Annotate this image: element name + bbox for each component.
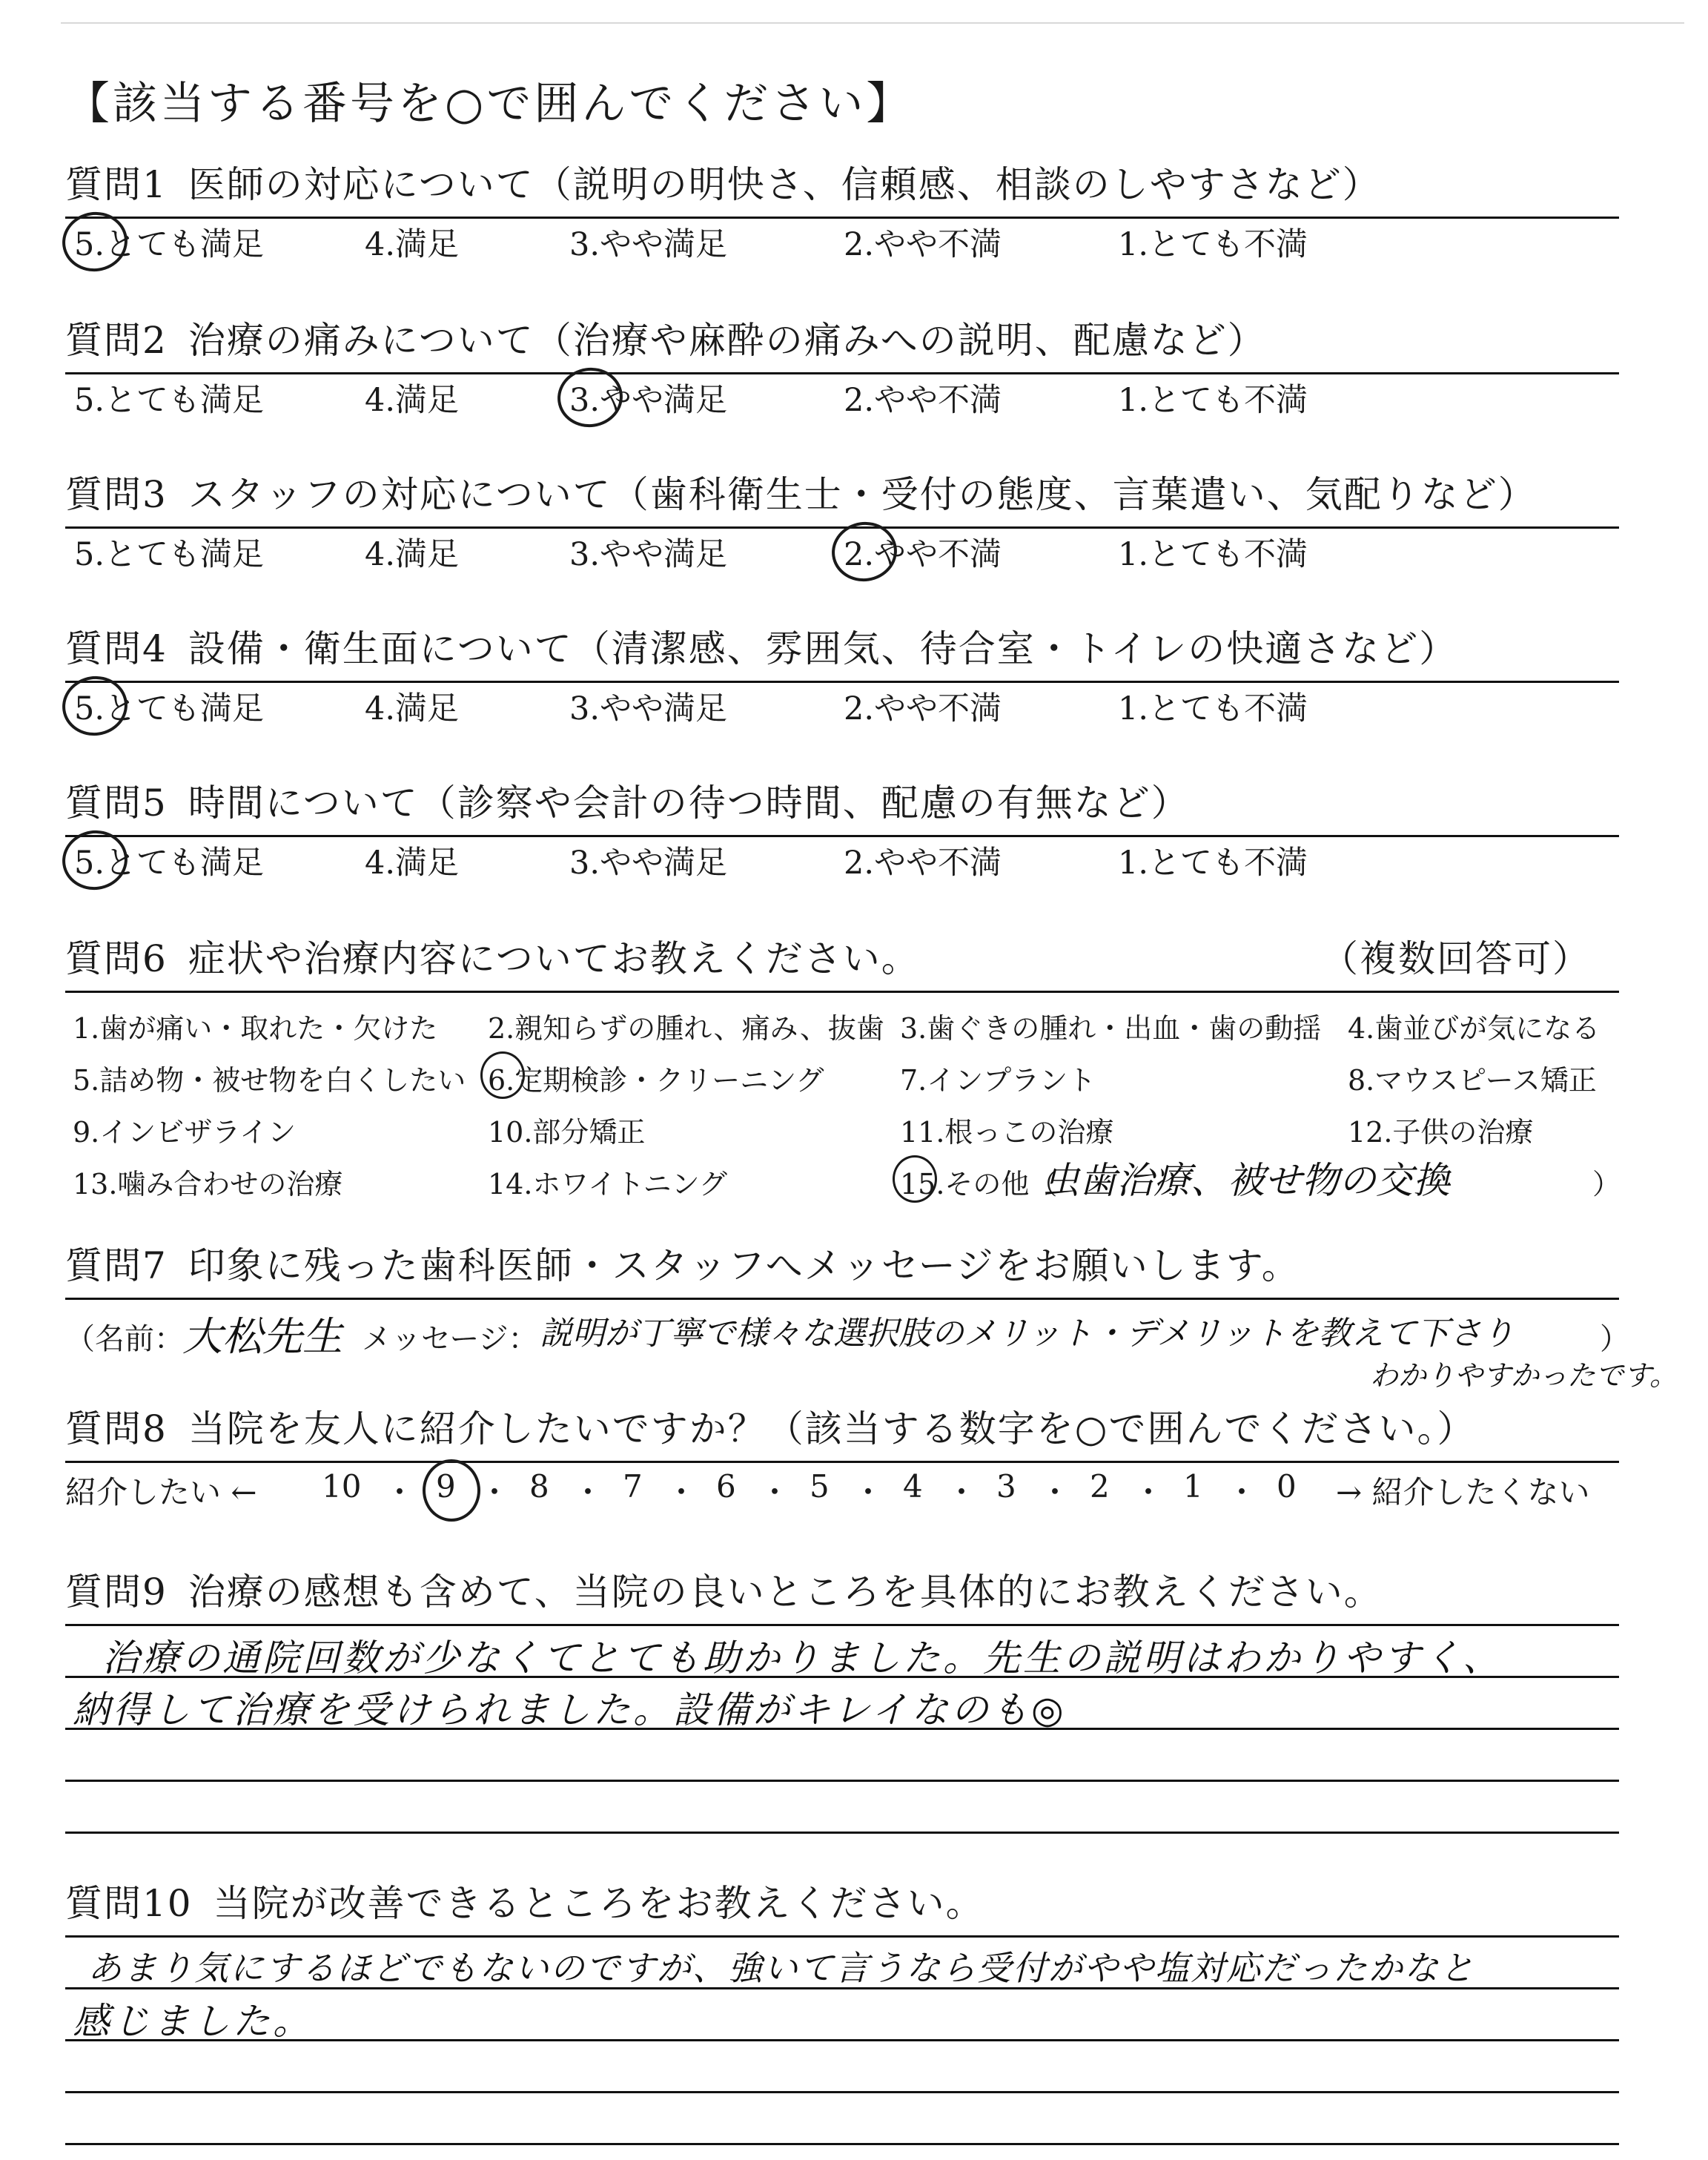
option-2[interactable]: 2.やや不満: [844, 845, 1002, 882]
scale-dot: ・: [384, 1474, 416, 1510]
scale-number[interactable]: 8: [529, 1468, 549, 1505]
question-label: 質問5: [65, 782, 168, 825]
symptom-option[interactable]: 5.詰め物・被せ物を白くしたい: [73, 1064, 466, 1097]
symptom-option-selected[interactable]: 6.定期検診・クリーニング: [488, 1057, 824, 1098]
scale-right-label: → 紹介したくない: [1336, 1474, 1590, 1510]
symptom-option[interactable]: 12.子供の治療: [1348, 1116, 1534, 1149]
scale-dot: ・: [666, 1474, 698, 1510]
question-text: 当院を友人に紹介したいですか？（該当する数字を○で囲んでください。）: [188, 1407, 1476, 1450]
symptom-option[interactable]: 8.マウスピース矯正: [1348, 1064, 1597, 1097]
question-6: [65, 937, 1621, 1202]
question-1: [65, 163, 1619, 263]
option-5[interactable]: 5.とても満足: [74, 382, 265, 419]
question-text: 治療の痛みについて（治療や麻酔の痛みへの説明、配慮など）: [188, 319, 1266, 362]
scale-dot: ・: [759, 1474, 791, 1510]
option-4[interactable]: 4.満足: [365, 382, 460, 419]
option-2-selected[interactable]: 2.やや不満: [844, 529, 1002, 575]
option-4[interactable]: 4.満足: [365, 690, 460, 727]
question-7: [65, 1244, 1678, 1392]
question-label: 質問9: [65, 1571, 168, 1614]
symptom-option[interactable]: 13.噛み合わせの治療: [73, 1168, 343, 1200]
rule: [65, 1935, 1619, 1938]
question-text: 症状や治療内容についてお教えください。: [188, 937, 920, 980]
question-10: [65, 1882, 1619, 2043]
option-1[interactable]: 1.とても不満: [1118, 382, 1308, 419]
scale-number[interactable]: 7: [623, 1468, 643, 1505]
scale-dot: ・: [1226, 1474, 1258, 1510]
message-handwritten-continued: わかりやすかったです。: [1370, 1359, 1678, 1392]
symptom-option[interactable]: 4.歯並びが気になる: [1348, 1012, 1601, 1045]
scale-number[interactable]: 2: [1090, 1468, 1110, 1505]
scale-dot: ・: [946, 1474, 978, 1510]
option-5-selected[interactable]: 5.とても満足: [74, 684, 264, 729]
scale-left-label: 紹介したい ←: [65, 1474, 257, 1510]
option-3[interactable]: 3.やや満足: [569, 536, 728, 573]
option-2[interactable]: 2.やや不満: [844, 690, 1002, 727]
symptom-option[interactable]: 2.親知らずの腫れ、痛み、抜歯: [488, 1012, 884, 1045]
option-5-selected[interactable]: 5.とても満足: [74, 838, 264, 883]
scale-dot: ・: [1133, 1474, 1165, 1510]
option-3[interactable]: 3.やや満足: [569, 690, 728, 727]
writing-line: [65, 2039, 1619, 2041]
question-label: 質問1: [65, 163, 168, 206]
rule: [65, 1624, 1619, 1626]
rating-options: [65, 375, 1619, 427]
option-4[interactable]: 4.満足: [365, 536, 460, 573]
rule: [65, 217, 1619, 219]
question-text: 治療の感想も含めて、当院の良いところを具体的にお教えください。: [188, 1571, 1383, 1614]
message-close-paren: ）: [1600, 1322, 1629, 1356]
symptom-option[interactable]: 9.インビザライン: [73, 1116, 297, 1149]
name-handwritten: 大松先生: [182, 1313, 342, 1360]
rule: [65, 372, 1619, 374]
rating-options: [65, 684, 1619, 736]
other-handwritten-answer: 虫歯治療、被せ物の交換: [1042, 1159, 1450, 1202]
rule: [65, 1461, 1619, 1463]
option-3[interactable]: 3.やや満足: [569, 845, 728, 882]
rating-options: [65, 529, 1619, 581]
scale-dot: ・: [479, 1474, 511, 1510]
multiple-answer-note: （複数回答可）: [1321, 937, 1591, 980]
rule: [65, 835, 1619, 837]
symptom-option[interactable]: 1.歯が痛い・取れた・欠けた: [73, 1012, 438, 1045]
question-9: [65, 1571, 1619, 1731]
question-3: [65, 473, 1619, 573]
rule: [65, 526, 1619, 529]
question-4: [65, 627, 1619, 727]
message-handwritten: 説明が丁寧で様々な選択肢のメリット・デメリットを教えて下さり: [540, 1315, 1515, 1353]
symptom-option-other-selected[interactable]: 15.その他（: [900, 1161, 1057, 1202]
writing-line: [65, 2091, 1619, 2093]
top-rule: [61, 22, 1684, 24]
name-label: （名前：: [65, 1322, 184, 1356]
symptom-option[interactable]: 3.歯ぐきの腫れ・出血・歯の動揺: [900, 1012, 1322, 1045]
scale-number[interactable]: 1: [1183, 1468, 1203, 1505]
question-label: 質問2: [65, 319, 168, 362]
rule: [65, 1298, 1619, 1300]
scale-number[interactable]: 4: [903, 1468, 923, 1505]
option-1[interactable]: 1.とても不満: [1118, 536, 1308, 573]
option-1[interactable]: 1.とても不満: [1118, 845, 1308, 882]
option-2[interactable]: 2.やや不満: [844, 382, 1002, 419]
option-3[interactable]: 3.やや満足: [569, 226, 728, 263]
question-8: [65, 1407, 1619, 1510]
scale-number[interactable]: 5: [810, 1468, 830, 1505]
question-label: 質問6: [65, 937, 168, 980]
scale-number[interactable]: 10: [322, 1468, 362, 1505]
scale-number-selected[interactable]: 9: [436, 1468, 456, 1505]
writing-line: [65, 2143, 1619, 2145]
question-label: 質問8: [65, 1407, 168, 1450]
answer-line-1: あまり気にするほどでもないのですが、強いて言うなら受付がやや塩対応だったかなと: [87, 1948, 1475, 1988]
question-text: 医師の対応について（説明の明快さ、信頼感、相談のしやすさなど）: [188, 163, 1381, 206]
question-text: スタッフの対応について（歯科衛生士・受付の態度、言葉遣い、気配りなど）: [188, 473, 1537, 516]
scale-dot: ・: [1039, 1474, 1071, 1510]
option-1[interactable]: 1.とても不満: [1118, 226, 1308, 263]
option-2[interactable]: 2.やや不満: [844, 226, 1002, 263]
writing-line: [65, 1780, 1619, 1782]
option-4[interactable]: 4.満足: [365, 845, 460, 882]
rating-options: [65, 838, 1619, 890]
option-4[interactable]: 4.満足: [365, 226, 460, 263]
option-3-selected[interactable]: 3.やや満足: [569, 375, 727, 420]
scale-number[interactable]: 3: [996, 1468, 1016, 1505]
question-label: 質問7: [65, 1244, 168, 1287]
message-label: メッセージ：: [362, 1322, 538, 1356]
scale-number[interactable]: 0: [1277, 1468, 1297, 1505]
question-text: 時間について（診察や会計の待つ時間、配慮の有無など）: [188, 782, 1190, 825]
instruction-header: 【該当する番号を○で囲んでください】: [65, 78, 914, 130]
question-label: 質問3: [65, 473, 168, 516]
question-text: 当院が改善できるところをお教えください。: [213, 1882, 984, 1925]
scale-number[interactable]: 6: [716, 1468, 736, 1505]
question-2: [65, 319, 1619, 419]
scale-dot: ・: [853, 1474, 884, 1510]
option-5[interactable]: 5.とても満足: [74, 536, 265, 573]
writing-line: [65, 1832, 1619, 1834]
scale-dot: ・: [572, 1474, 604, 1510]
question-text: 印象に残った歯科医師・スタッフへメッセージをお願いします。: [188, 1244, 1300, 1287]
answer-line-2: 感じました。: [73, 2000, 313, 2043]
writing-line: [65, 1987, 1619, 1989]
symptom-option[interactable]: 7.インプラント: [900, 1064, 1096, 1097]
option-5-selected[interactable]: 5.とても満足: [74, 219, 264, 265]
symptom-option[interactable]: 10.部分矯正: [488, 1116, 646, 1149]
question-label: 質問4: [65, 627, 168, 670]
writing-line: [65, 1728, 1619, 1730]
question-label: 質問10: [65, 1882, 193, 1925]
other-close-paren: ）: [1592, 1168, 1621, 1200]
symptom-option[interactable]: 11.根っこの治療: [900, 1116, 1114, 1149]
option-1[interactable]: 1.とても不満: [1118, 690, 1308, 727]
question-5: [65, 782, 1619, 882]
question-text: 設備・衛生面について（清潔感、雰囲気、待合室・トイレの快適さなど）: [188, 627, 1458, 670]
rule: [65, 991, 1619, 993]
answer-line-2: 納得して治療を受けられました。設備がキレイなのも◎: [73, 1688, 1067, 1731]
writing-line: [65, 1676, 1619, 1678]
symptom-option[interactable]: 14.ホワイトニング: [488, 1168, 728, 1200]
answer-line-1: 治療の通院回数が少なくてとても助かりました。先生の説明はわかりやすく、: [102, 1636, 1503, 1680]
rule: [65, 681, 1619, 683]
rating-options: [65, 219, 1619, 271]
